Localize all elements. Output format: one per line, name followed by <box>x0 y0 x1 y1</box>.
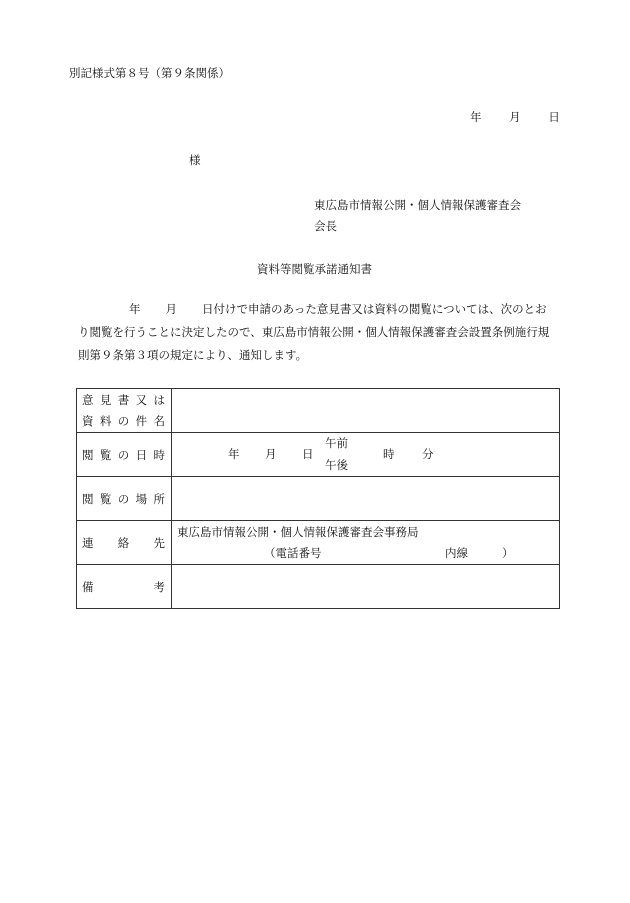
sender-title: 会長 <box>314 219 337 233</box>
contact-close-paren: ） <box>502 546 514 560</box>
body-line-3: 則第９条第３項の規定により、通知します。 <box>78 348 308 362</box>
label-char: 先 <box>153 535 165 550</box>
label-char: 書 <box>117 392 130 407</box>
body-line-2: り閲覧を行うことに決定したので、東広島市情報公開・個人情報保護審査会設置条例施行規 <box>78 325 550 339</box>
label-char: の <box>117 447 130 462</box>
row-viewing-place <box>77 477 560 521</box>
row-document-name <box>77 389 560 433</box>
label-char: 名 <box>153 413 165 428</box>
date-month: 月 <box>509 110 521 124</box>
label-document-name <box>77 389 172 433</box>
row-viewing-datetime <box>77 433 560 477</box>
label-char: 件 <box>135 413 148 428</box>
label-char: 備 <box>82 579 94 594</box>
label-remarks <box>77 565 172 609</box>
label-char: 絡 <box>117 535 130 550</box>
label-document-name-line2 <box>77 411 171 432</box>
label-char: の <box>117 413 130 428</box>
value-viewing-place[interactable] <box>172 477 560 521</box>
value-contact <box>172 521 560 565</box>
date-day: 日 <box>548 110 560 124</box>
body-year: 年 <box>129 302 141 316</box>
addressee-suffix: 様 <box>189 153 201 167</box>
date-year: 年 <box>470 110 482 124</box>
contact-extension-label: 内線 <box>445 546 468 560</box>
dt-hour: 時 <box>383 447 395 461</box>
dt-pm: 午後 <box>325 458 348 472</box>
label-char: 時 <box>153 447 165 462</box>
label-char: 閲 <box>82 447 94 462</box>
label-char: 又 <box>135 392 148 407</box>
form-id: 別記様式第８号（第９条関係） <box>69 66 230 80</box>
label-char: は <box>153 392 165 407</box>
label-char: の <box>117 491 130 506</box>
label-char: 場 <box>135 491 148 506</box>
body-line-1 <box>78 298 574 321</box>
dt-am: 午前 <box>325 436 348 450</box>
value-remarks[interactable] <box>172 565 560 609</box>
dt-month: 月 <box>265 447 277 461</box>
label-char: 資 <box>82 413 94 428</box>
body-month: 月 <box>165 302 177 316</box>
label-char: 意 <box>82 392 94 407</box>
label-char: 見 <box>99 392 112 407</box>
label-viewing-place <box>77 477 172 521</box>
body-paragraph <box>78 298 574 367</box>
label-char: 閲 <box>82 491 94 506</box>
row-contact <box>77 521 560 565</box>
body-text-1: 日付けで申請のあった意見書又は資料の閲覧については、次のとお <box>202 302 547 316</box>
sender-organization: 東広島市情報公開・個人情報保護審査会 <box>314 198 521 212</box>
label-char: 所 <box>153 491 165 506</box>
dt-minute: 分 <box>422 447 434 461</box>
document-title: 資料等閲覧承諾通知書 <box>257 262 372 276</box>
dt-day: 日 <box>302 447 314 461</box>
label-char: 日 <box>135 447 148 462</box>
row-remarks <box>77 565 560 609</box>
label-char: 料 <box>99 413 112 428</box>
value-viewing-datetime[interactable] <box>172 433 560 477</box>
contact-phone-label: （電話番号 <box>264 546 322 560</box>
value-document-name[interactable] <box>172 389 560 433</box>
date-line <box>470 112 560 124</box>
details-table <box>76 388 560 609</box>
label-char: 考 <box>153 579 165 594</box>
label-char: 連 <box>82 535 94 550</box>
label-document-name-line1 <box>77 390 171 411</box>
label-char: 覧 <box>99 447 112 462</box>
contact-office: 東広島市情報公開・個人情報保護審査会事務局 <box>177 525 419 539</box>
dt-year: 年 <box>228 447 240 461</box>
label-viewing-datetime <box>77 433 172 477</box>
label-contact <box>77 521 172 565</box>
label-char: 覧 <box>99 491 112 506</box>
